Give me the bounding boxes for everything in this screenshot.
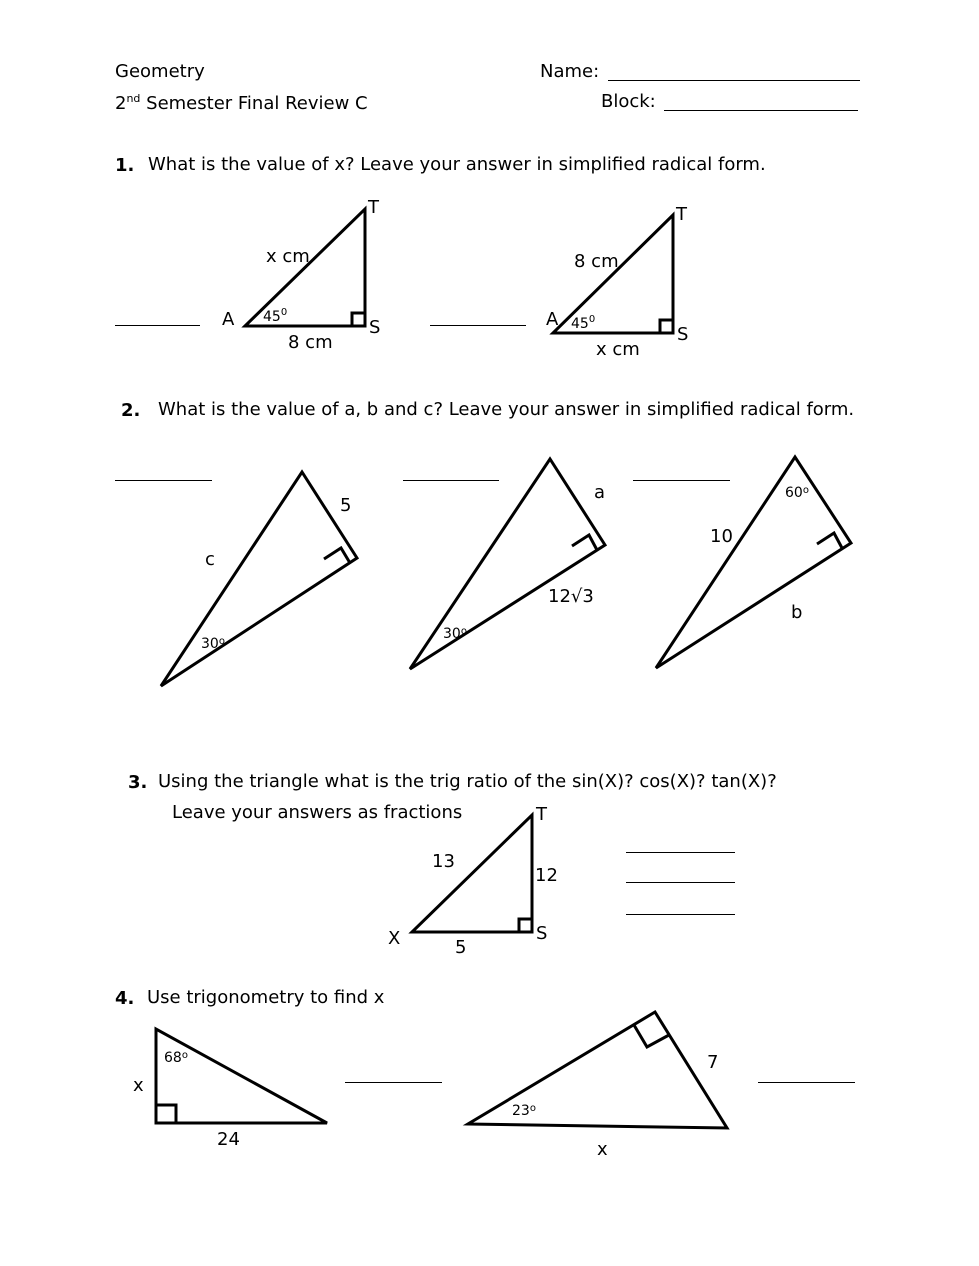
q2-number: 2.: [121, 400, 141, 421]
vertex-label-s: S: [536, 923, 548, 944]
hypotenuse-label: c: [205, 549, 215, 570]
q4-triangle-2-shape: [468, 1012, 727, 1128]
hypotenuse-x-label: x: [597, 1139, 608, 1160]
q2-triangle-2-shape: [410, 459, 605, 669]
q4-triangle-2: [468, 1012, 727, 1160]
long-leg-label: 12√3: [548, 586, 594, 607]
hypotenuse-label: x cm: [266, 246, 310, 267]
q2-triangle-3: [656, 457, 851, 668]
q3-triangle-shape: [412, 815, 532, 932]
semester-number: 2: [115, 93, 127, 114]
side-label: 7: [707, 1052, 719, 1073]
q3-prompt: Using the triangle what is the trig ratio of the sin(X)? cos(X)? tan(X)?: [158, 771, 777, 792]
q4-triangle-1-shape: [156, 1029, 327, 1123]
vertex-label-t: T: [676, 204, 687, 225]
opposite-label: 12: [535, 865, 558, 886]
angle-label: $45^0$: [571, 314, 596, 332]
right-angle-marker: [352, 313, 365, 326]
q2-triangle-3-shape: [656, 457, 851, 668]
vertex-label-a: A: [222, 309, 235, 330]
semester-ordinal: nd: [126, 92, 141, 105]
vertex-label-s: S: [677, 324, 689, 345]
semester-text: Semester Final Review C: [140, 93, 368, 114]
q1-triangle-2: [546, 204, 688, 360]
q1-prompt: What is the value of x? Leave your answer in simplified radical form.: [148, 154, 766, 175]
q2-prompt: What is the value of a, b and c? Leave your answer in simplified radical form.: [158, 399, 855, 420]
short-leg-label: a: [594, 482, 606, 503]
vertex-label-t: T: [368, 197, 379, 218]
base-label: 8 cm: [288, 332, 333, 353]
q3-instruction: Leave your answers as fractions: [172, 802, 463, 823]
hypotenuse-label: 8 cm: [574, 251, 619, 272]
right-angle-marker: [519, 919, 532, 932]
right-angle-marker: [572, 535, 597, 550]
q1-number: 1.: [115, 155, 135, 176]
base-label: 24: [217, 1129, 240, 1150]
q4-prompt: Use trigonometry to find x: [147, 987, 385, 1008]
vertex-label-x: X: [388, 928, 401, 949]
base-label: x cm: [596, 339, 640, 360]
hypotenuse-label: 13: [432, 851, 455, 872]
name-label: Name:: [540, 61, 600, 82]
vertex-label-t: T: [536, 804, 547, 825]
q1-triangle-1: [222, 197, 380, 353]
q2-triangle-1: [161, 472, 357, 686]
angle-label: 68$^o$: [164, 1050, 188, 1066]
right-angle-marker: [156, 1105, 176, 1123]
right-angle-marker: [324, 548, 350, 563]
q2-triangle-2: [410, 459, 605, 669]
angle-label: 23$^o$: [512, 1103, 536, 1119]
right-angle-marker: [817, 533, 842, 548]
q4-triangle-1: [133, 1029, 327, 1150]
q4-number: 4.: [115, 988, 135, 1009]
block-label: Block:: [601, 91, 656, 112]
long-leg-label: b: [791, 602, 803, 623]
right-angle-marker: [660, 320, 673, 333]
adjacent-label: 5: [455, 937, 467, 958]
q3-number: 3.: [128, 772, 148, 793]
q3-triangle: [388, 804, 558, 958]
angle-label: 30$^o$: [201, 636, 225, 652]
angle-label: $45^0$: [263, 307, 288, 325]
vertex-label-s: S: [369, 317, 381, 338]
side-x-label: x: [133, 1075, 144, 1096]
vertex-label-a: A: [546, 309, 559, 330]
angle-label: 60$^o$: [785, 485, 809, 501]
angle-label: 30$^o$: [443, 626, 467, 642]
q2-triangle-1-shape: [161, 472, 357, 686]
course-title: Geometry: [115, 61, 205, 82]
short-leg-label: 5: [340, 495, 352, 516]
hypotenuse-label: 10: [710, 526, 733, 547]
